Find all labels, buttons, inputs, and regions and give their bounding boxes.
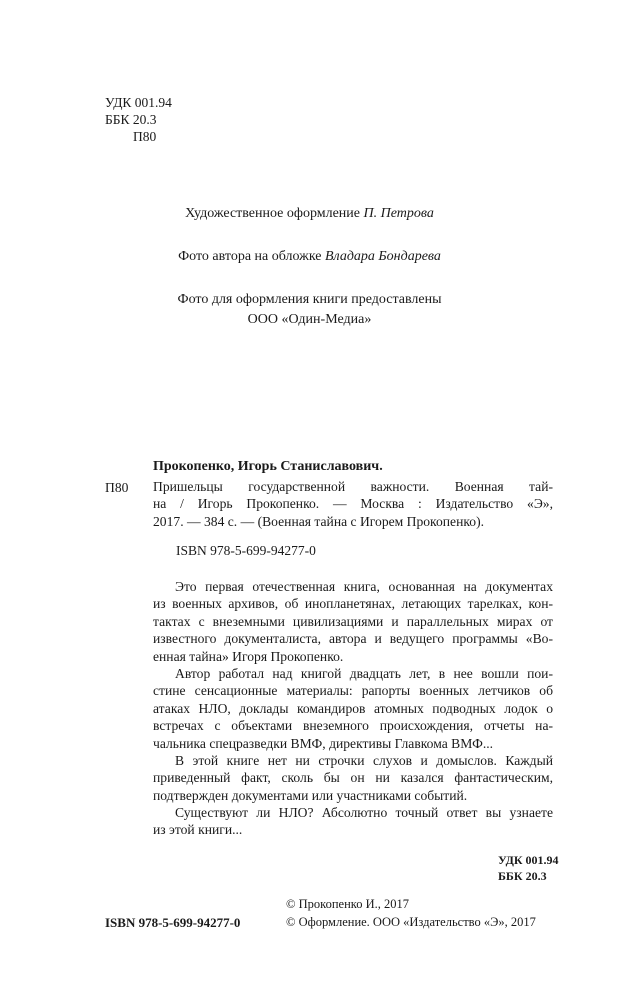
bib-line: Пришельцы государственной важности. Военная тай-: [153, 479, 553, 494]
photo-credit-name: Владара Бондарева: [325, 249, 441, 264]
footer-isbn: ISBN 978-5-699-94277-0: [105, 915, 241, 930]
photo-credit-label: Фото автора на обложке: [178, 249, 322, 264]
design-credit: [0, 204, 619, 224]
abstract-line: енная тайна» Игоря Прокопенко.: [153, 648, 344, 664]
bbk-bottom: ББК 20.3: [498, 869, 547, 883]
design-credit-name: П. Петрова: [363, 206, 434, 221]
bib-description: [153, 478, 553, 530]
abstract-line: Существуют ли НЛО? Абсолютно точный ответ вы узнаете: [175, 805, 553, 820]
abstract-line: из этой книги...: [153, 822, 243, 838]
abstract-line: тактах с внеземными цивилизациями и параллельных мирах от: [153, 613, 553, 629]
copyright-design: © Оформление. ООО «Издательство «Э», 2017: [286, 915, 536, 929]
abstract-line: из военных архивов, об инопланетянах, летающих тарелках, кон-: [153, 596, 553, 612]
design-credit-label: Художественное оформление: [185, 206, 361, 221]
bbk-top: ББК 20.3: [105, 112, 157, 127]
abstract-p4: [153, 804, 553, 839]
udk-bottom: УДК 001.94: [498, 853, 559, 867]
udk-top: УДК 001.94: [105, 95, 172, 110]
abstract-line: подтвержден документами или участниками событий.: [153, 787, 468, 803]
bib-line: на / Игорь Прокопенко. — Москва : Издательство «Э»,: [153, 496, 553, 512]
abstract-line: атаках НЛО, доклады командиров атомных подводных лодок о: [153, 700, 553, 716]
abstract-line: В этой книге нет ни строчки слухов и домыслов. Каждый: [175, 753, 553, 768]
abstract-line: стине сенсационные материалы: рапорты военных летчиков об: [153, 683, 553, 699]
images-credit-line2: ООО «Один-Медиа»: [247, 312, 372, 327]
abstract-p1: [153, 578, 553, 665]
abstract-p3: [153, 752, 553, 804]
bib-author: Прокопенко, Игорь Станиславович.: [153, 459, 383, 474]
abstract-line: Автор работал над книгой двадцать лет, в нее вошли пои-: [175, 666, 553, 681]
abstract-line: встречах с объектами внеземного происхождения, отчеты на-: [153, 718, 553, 734]
images-credit-line1: Фото для оформления книги предоставлены: [177, 292, 442, 307]
abstract-line: известного документалиста, автора и ведущего программы «Во-: [153, 631, 553, 647]
bib-isbn: ISBN 978-5-699-94277-0: [176, 543, 316, 558]
abstract-line: чальника спецразведки ВМФ, директивы Главкома ВМФ...: [153, 735, 494, 751]
abstract-line: приведенный факт, сколь бы он ни казался фантастическим,: [153, 770, 553, 786]
abstract-line: Это первая отечественная книга, основанная на документах: [175, 579, 553, 594]
photo-credit: [0, 247, 619, 267]
copyright-author: © Прокопенко И., 2017: [286, 897, 409, 911]
abstract-p2: [153, 665, 553, 752]
bib-line: 2017. — 384 с. — (Военная тайна с Игорем Прокопенко).: [153, 513, 484, 529]
author-mark-top: П80: [133, 129, 157, 144]
author-mark-bib: П80: [105, 480, 129, 495]
